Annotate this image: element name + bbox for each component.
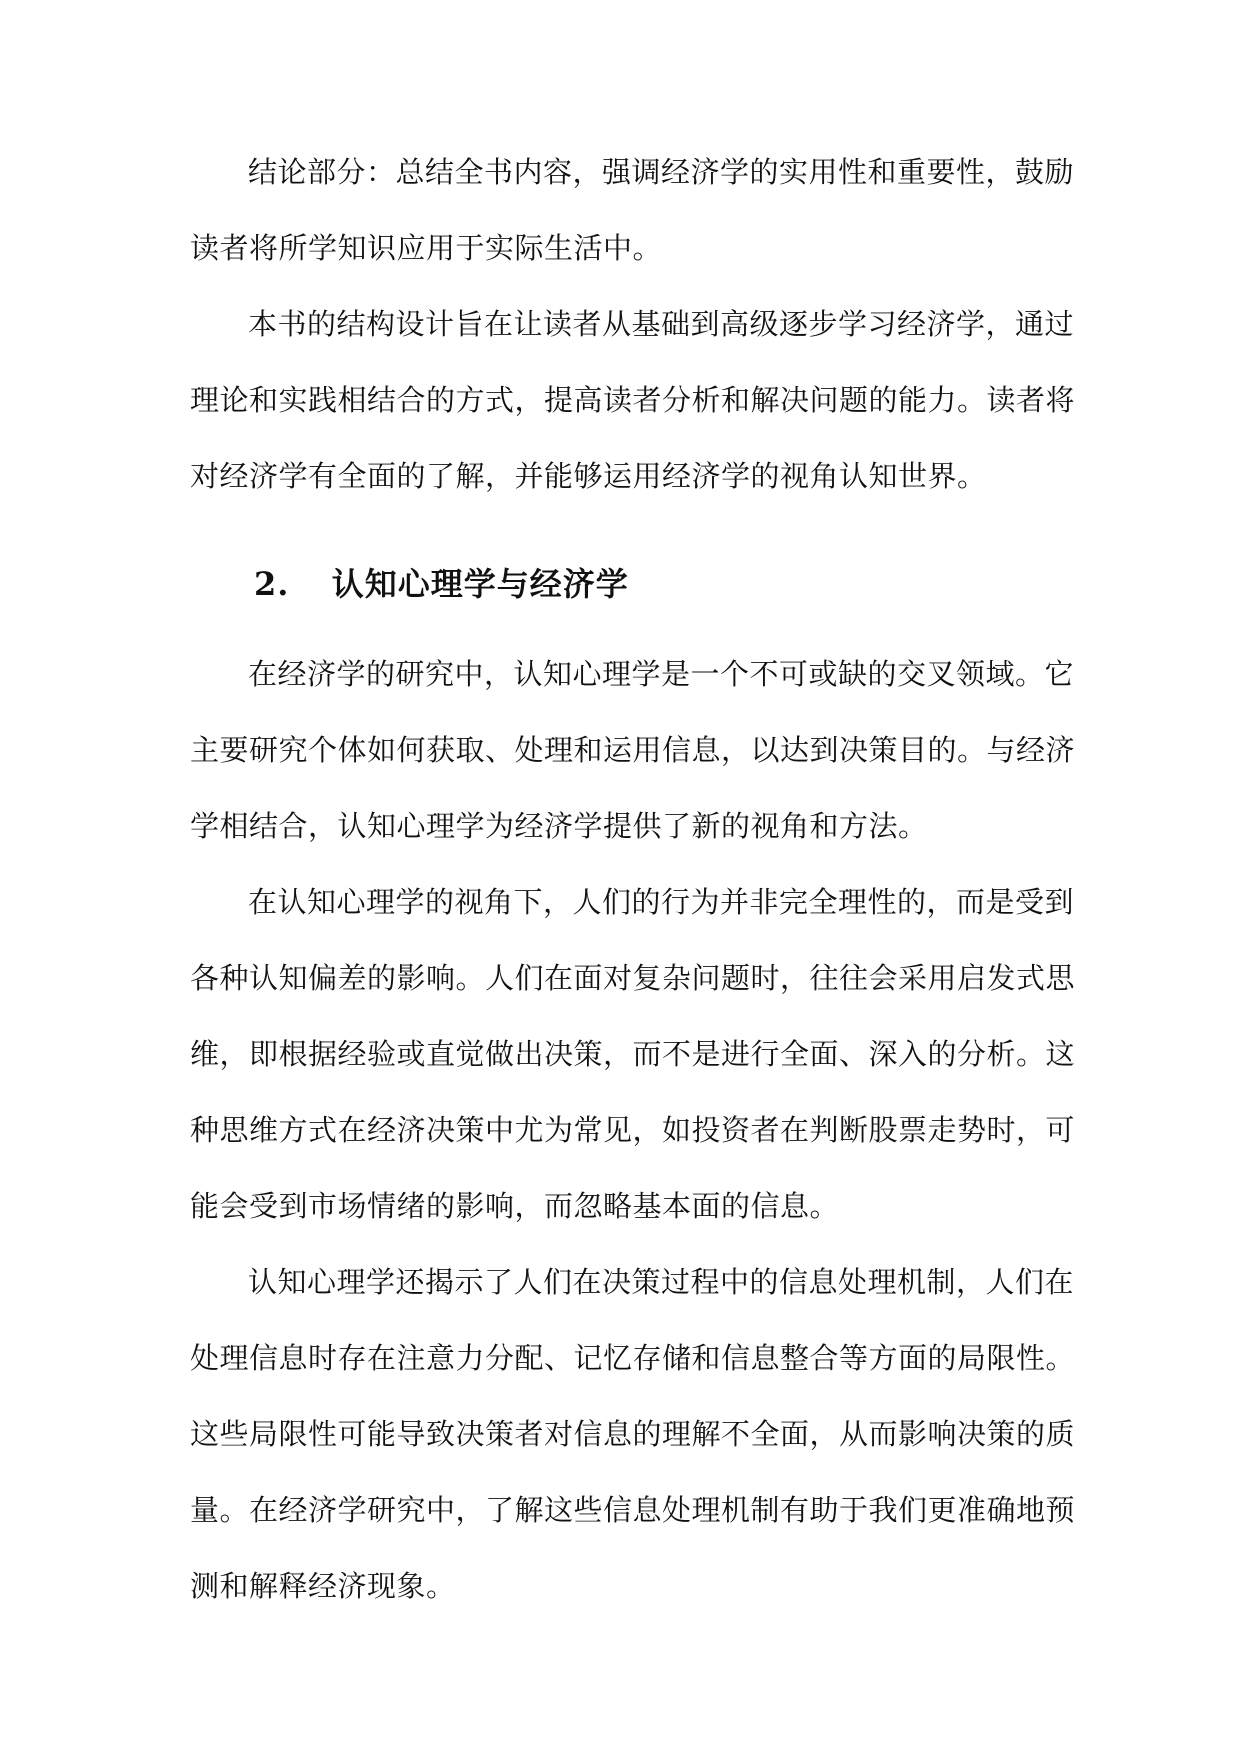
paragraph-line: 测和解释经济现象。 (190, 1569, 456, 1603)
paragraph-line: 能会受到市场情绪的影响，而忽略基本面的信息。 (190, 1189, 840, 1223)
paragraph-line: 种思维方式在经济决策中尤为常见，如投资者在判断股票走势时，可 (190, 1113, 1076, 1147)
paragraph-line: 读者将所学知识应用于实际生活中。 (190, 231, 663, 265)
paragraph-line: 维，即根据经验或直觉做出决策，而不是进行全面、深入的分析。这 (190, 1037, 1076, 1071)
paragraph-line: 理论和实践相结合的方式，提高读者分析和解决问题的能力。读者将 (190, 383, 1076, 417)
paragraph-line: 各种认知偏差的影响。人们在面对复杂问题时，往往会采用启发式思 (190, 961, 1076, 995)
paragraph-line: 这些局限性可能导致决策者对信息的理解不全面，从而影响决策的质 (190, 1417, 1076, 1451)
paragraph-line: 学相结合，认知心理学为经济学提供了新的视角和方法。 (190, 809, 928, 843)
paragraph-line: 本书的结构设计旨在让读者从基础到高级逐步学习经济学，通过 (248, 307, 1075, 341)
paragraph-line: 对经济学有全面的了解，并能够运用经济学的视角认知世界。 (190, 459, 987, 493)
paragraph-line: 主要研究个体如何获取、处理和运用信息，以达到决策目的。与经济 (190, 733, 1076, 767)
paragraph-line: 处理信息时存在注意力分配、记忆存储和信息整合等方面的局限性。 (190, 1341, 1076, 1375)
paragraph-line: 量。在经济学研究中，了解这些信息处理机制有助于我们更准确地预 (190, 1493, 1076, 1527)
section-title: 认知心理学与经济学 (331, 565, 629, 603)
paragraph-line: 在认知心理学的视角下，人们的行为并非完全理性的，而是受到 (248, 885, 1075, 919)
section-number: 2. (254, 565, 290, 603)
paragraph-line: 认知心理学还揭示了人们在决策过程中的信息处理机制，人们在 (248, 1265, 1075, 1299)
paragraph-line: 结论部分：总结全书内容，强调经济学的实用性和重要性，鼓励 (248, 155, 1075, 189)
section-heading (254, 562, 629, 606)
paragraph-line: 在经济学的研究中，认知心理学是一个不可或缺的交叉领域。它 (248, 657, 1075, 691)
